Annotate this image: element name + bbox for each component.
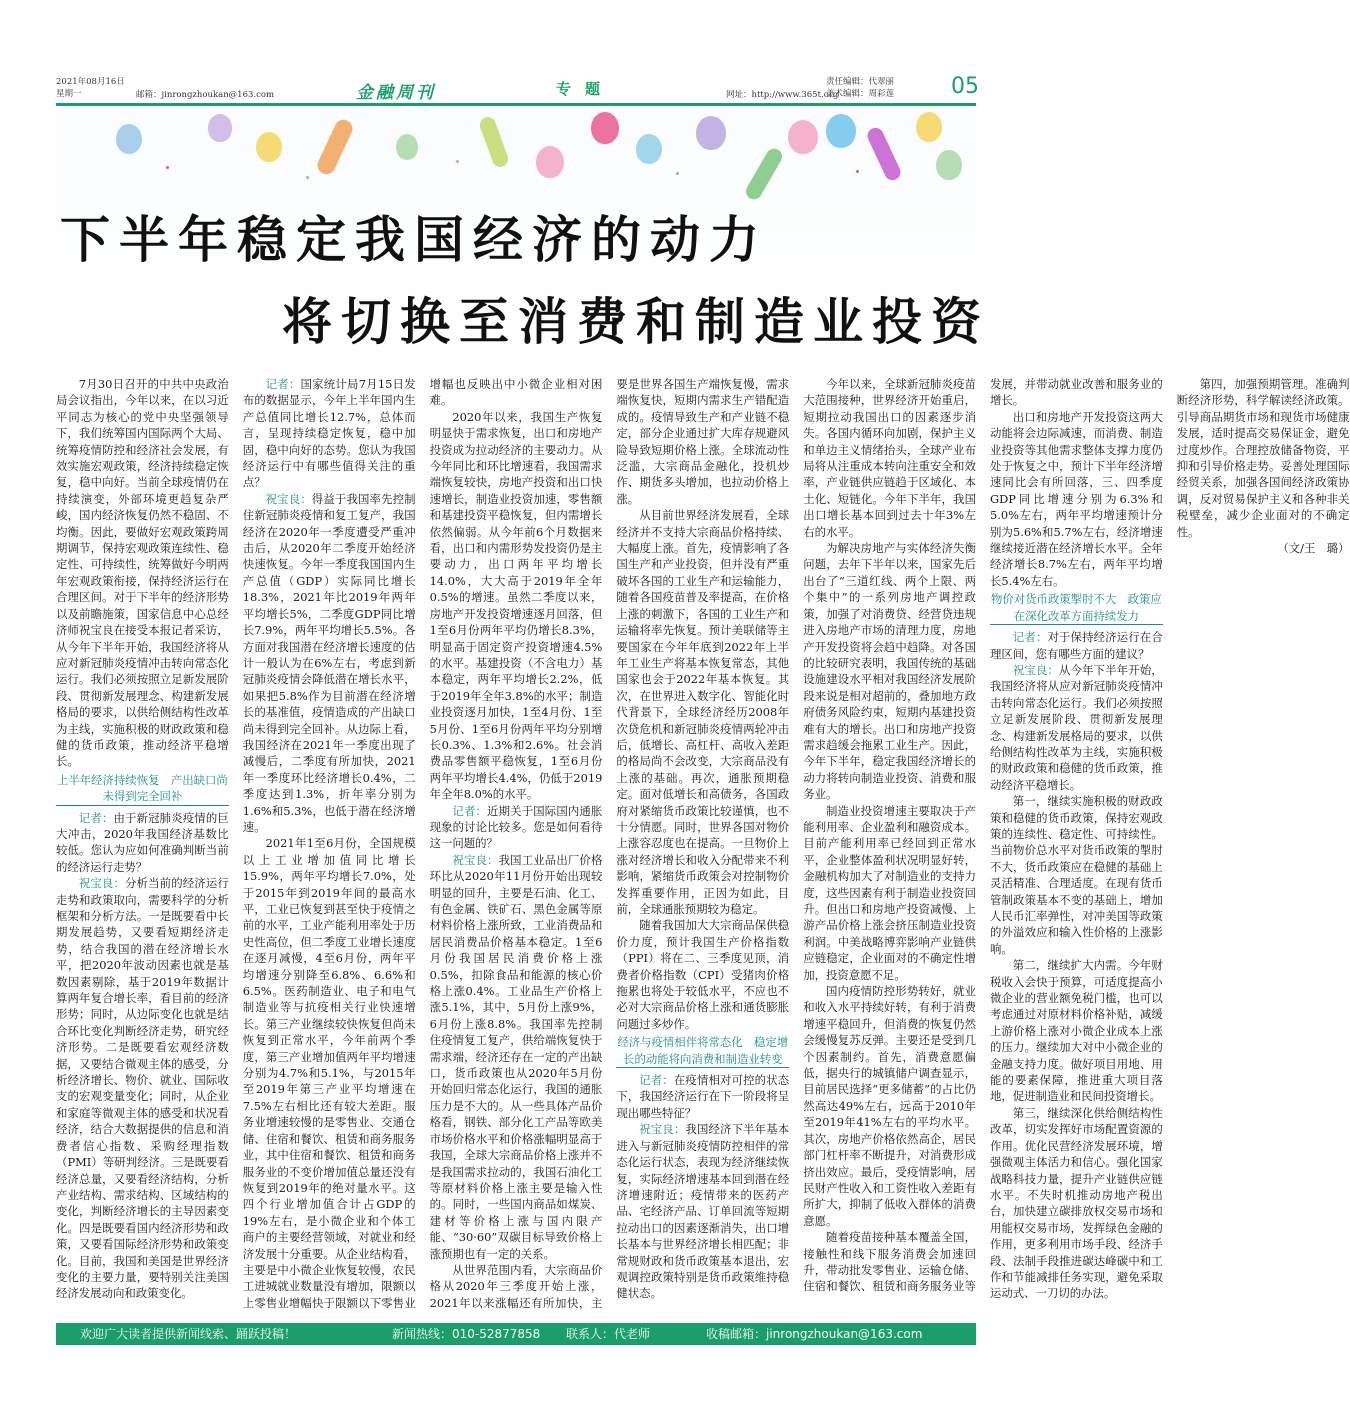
answer-text: 从今年下半年开始，我国经济将从应对新冠肺炎疫情冲击转向常态化运行。我们必须按照立足新发展阶段、贯彻新发展理念、构建新发展格局的要求，以供给侧结构性改革为主线，实施积极的财政政策和稳健的货币政策，推动经济平稳增长。	[989, 662, 1163, 792]
answer-text: 我国经济下半年基本进入与新冠肺炎疫情防控相伴的常态化运行状态，表现为经济继续恢复，实际经济增速基本回到潜在经济增速附近；疫情带来的医药产品、宅经济产品、订单回流等短期拉动出口的因素逐渐消失，出口增长基本与世界经济增长相匹配；非常规财政和货币政策基本退出，宏观调控政策特别是货币政策维持稳健状态。	[616, 1122, 790, 1301]
balloon-image	[636, 134, 662, 164]
answer-text: 得益于我国率先控制住新冠肺炎疫情和复工复产，我国经济在2020年一季度遭受严重冲击后，从2020年二季度开始经济快速恢复。今年一季度我国国内生产总值（GDP）实际同比增长18.3%，2021年比2019年两年平均增长5%，二季度GDP同比增长7.9%，两年平均增长5.5%。各方面对我国潜在经济增长速度的估计一般认为在6%左右，考虑到新冠肺炎疫情会降低潜在增长水平，如果把5.8%作为目前潜在经济增长的基准值，疫情造成的产出缺口尚未得到完全回补。从边际上看，我国经济在2021年一季度出现了减慢后，二季度有所加快，2021年一季度环比经济增长0.4%，二季度达到1.3%，折年率分别为1.6%和5.3%，也低于潜在经济增速。	[242, 491, 416, 834]
footer-contact: 联系人：代老师	[566, 1327, 651, 1341]
editor-credits	[826, 76, 894, 100]
balloon-image	[591, 112, 619, 144]
interview-question	[990, 629, 1163, 662]
footer-hotline: 新闻热线：010-52877858	[392, 1327, 541, 1341]
confetti-dot	[676, 172, 679, 175]
footer-bar	[56, 1323, 976, 1345]
balloon-image	[315, 117, 356, 177]
question-text: 对于保持经济运行在合理区间，您有哪些方面的建议？	[989, 630, 1163, 661]
headline-line-1: 下半年稳定我国经济的动力	[60, 210, 768, 269]
footer-welcome: 欢迎广大读者提供新闻线索、踊跃投稿！	[80, 1327, 297, 1341]
confetti-dot	[856, 170, 859, 173]
headline-line-2: 将切换至消费和制造业投资	[282, 292, 990, 351]
question-text: 国家统计局7月15日发布的数据显示，今年上半年国内生产总值同比增长12.7%，总体而言，呈现持续稳定恢复，稳中加固，稳中向好的态势。您认为我国经济运行中有哪些值得关注的重点？	[242, 377, 416, 490]
balloon-image	[865, 125, 903, 183]
article-paragraph: 为解决房地产与实体经济失衡问题，去年下半年以来，国家先后出台了“三道红线、两个上限、两个集中”的一系列房地产调控政策，加强了对消费贷、经营贷违规进入房地产市场的清理力度，房地产开发投资将会趋中趋降。对各国的比较研究表明，我国传统的基础设施建设水平相对我国经济发展阶段来说是相对超前的，叠加地方政府债务风险约束，短期内基建投资难有大的增长。出口和房地产投资需求趋缓会拖累工业生产。因此，今年下半年，稳定我国经济增长的动力将转向制造业投资、消费和服务业。	[803, 541, 976, 802]
interviewee-label: 祝宝良：	[1012, 662, 1059, 677]
answer-text: 分析当前的经济运行走势和政策取向，需要科学的分析框架和分析方法。一是既要看中长期发展趋势，又要看短期经济走势，结合我国的潜在经济增长水平，把2020年波动因素也就是基数因素剔除，基于2019年数据计算两年复合增长率，看目前的经济形势；同时，从边际变化也就是结合环比变化判断经济走势，研究经济形势。二是既要看宏观经济数据，又要结合微观主体的感受，分析经济增长、物价、就业、国际收支的宏观变量变化；同时，从企业和家庭等微观主体的感受和状况看经济，结合大数据提供的信息和消费者信心指数、采购经理指数（PMI）等研判经济。三是既要看经济总量，又要看经济结构，分析产业结构、需求结构、区域结构的变化，判断经济增长的主导因素变化。四是既要看国内经济形势和政策，又要看国际经济形势和政策变化。目前，我国和美国是世界经济变化的主要力量，要特别关注美国经济发展动向和政策变化。	[56, 876, 229, 1301]
balloon-image	[256, 132, 282, 162]
interviewee-label: 祝宝良：	[265, 491, 312, 506]
balloon-image	[696, 116, 726, 150]
confetti-dot	[166, 166, 169, 169]
issue-weekday: 星期一	[56, 89, 82, 99]
article-subhead: 物价对货币政策掣肘不大 政策应在深化改革方面持续发力	[990, 591, 1163, 625]
interview-answer	[56, 875, 229, 1302]
reporter-label: 记者：	[639, 1073, 674, 1088]
article-paragraph: 7月30日召开的中共中央政治局会议指出，今年以来，在以习近平同志为核心的党中央坚强领导下，我们统筹国内国际两个大局、统筹疫情防控和经济社会发展，有效实施宏观政策，经济持续稳定恢复，稳中向好。当前全球疫情仍在持续演变，外部环境更趋复杂严峻，国内经济恢复仍然不稳固、不均衡。因此，要做好宏观政策跨周期调节，保持宏观政策连续性、稳定性、可持续性，统筹做好今明两年宏观政策衔接，保持经济运行在合理区间。对于下半年的经济形势以及前瞻施策，国家信息中心总经济师祝宝良在接受本报记者采访，从今年下半年开始，我国经济将从应对新冠肺炎疫情冲击转向常态化运行。我们必须按照立足新发展阶段、贯彻新发展理念、构建新发展格局的要求，以供给侧结构性改革为主线，实施积极的财政政策和稳健的货币政策，推动经济平稳增长。	[56, 377, 229, 769]
article-paragraph: 出口和房地产开发投资这两大动能将会边际减速，而消费、制造业投资等其他需求整体支撑力度仍处于恢复之中，预计下半年经济增速同比会有所回落，三、四季度GDP同比增速分别为6.3%和5.0%左右，两年平均增速预计分别为5.6%和5.7%左右，经济增速继续接近潜在经济增长水平。全年经济增长8.7%左右，两年平均增长5.4%左右。	[989, 409, 1163, 588]
balloon-image	[396, 134, 418, 160]
interview-answer	[616, 1121, 789, 1301]
issue-date-block	[56, 76, 125, 100]
question-text: 近期关于国际国内通胀现象的讨论比较多。您是如何看待这一问题的？	[429, 803, 603, 851]
issue-date: 2021年08月16日	[56, 77, 125, 87]
interview-answer	[243, 491, 416, 836]
article-paragraph: 随着我国加大大宗商品保供稳价力度，预计我国生产价格指数（PPI）将在二、三季度见顶，消费者价格指数（CPI）受猪肉价格拖累也将处于较低水平，不应也不必对大宗商品价格上涨和通货膨胀问题过多炒作。	[616, 918, 790, 1031]
masthead-email: 邮箱：jinrongzhoukan@163.com	[136, 90, 275, 100]
article-paragraph: 第二，继续扩大内需。今年财税收入会快于预算，可适度提高小微企业的营业额免税门槛，也可以考虑通过对原材料价格补贴，减缓上游价格上涨对小微企业成本上涨的压力。继续加大对中小微企业的金融支持力度。做好项目用地、用能的要素保障，推进重大项目落地，促进制造业和民间投资增长。	[989, 958, 1163, 1104]
article-paragraph: 从目前世界经济发展看，全球经济并不支持大宗商品价格持续、大幅度上涨。首先，疫情影响了各国生产和产业投资，但并没有严重破坏各国的工业生产和运输能力，随着各国疫苗普及率提高，在价格上涨的刺激下，各国的工业生产和运输将率先恢复。预计美联储等主要国家在今年年底到2022年上半年工业生产将基本恢复常态，其他国家也会于2022年基本恢复。其次，在世界进入数字化、智能化时代背景下，全球经济经历2008年次贷危机和新冠肺炎疫情两轮冲击后，低增长、高杠杆、高收入差距的格局尚不会改变，大宗商品没有上涨的基础。再次，通胀预期稳定。面对低增长和高债务，各国政府对紧缩货币政策比较谨慎，也不十分情愿。同时，世界各国对物价上涨容忍度也在提高。一旦物价上涨对经济增长和收入分配带来不利影响，紧缩货币政策会对控制物价发挥重要作用，正因为如此，目前，全球通胀预期较为稳定。	[616, 508, 790, 916]
balloon-image	[536, 146, 564, 178]
article-paragraph: 国内疫情防控形势转好，就业和收入水平持续好转，有利于消费增速平稳回升，但消费的恢复仍然会缓慢复苏反弹。主要还是受到几个因素制约。首先，消费意愿偏低，据央行的城镇储户调查显示，目前居民选择“更多储蓄”的占比仍然高达49%左右，远高于2010年至2019年41%左右的平均水平。其次，房地产价格依然高企，居民部门杠杆率不断提升，对消费形成挤出效应。最后，受疫情影响，居民财产性收入和工资性收入差距有所扩大，抑制了低收入群体的消费意愿。	[803, 984, 976, 1228]
interview-question	[56, 810, 229, 876]
balloon-image	[916, 112, 942, 142]
article-paragraph: 第一，继续实施积极的财政政策和稳健的货币政策，保持宏观政策的连续性、稳定性、可持续性。当前物价总水平对货币政策的掣肘不大，货币政策应在稳健的基础上灵活精准、合理适度。在现有货币管制政策基本不变的基础上，增加人民币汇率弹性，对冲美国等政策的外溢效应和输入性价格的上涨影响。	[989, 794, 1163, 956]
balloon-image	[936, 150, 962, 180]
reporter-label: 记者：	[452, 803, 488, 818]
article-paragraph: 随着疫苗接种基本覆盖全国，接触性和线下服务消费会加速回升，带动批发零售业、运输仓储、住宿和餐饮、租赁和商务服务业等发展，并带动就业改善和服务业的增长。	[803, 377, 1163, 1294]
article-paragraph: 从世界范围内看，大宗商品价格从2020年三季度开始上涨，2021年以来涨幅还有所加快，主要是世界各国生产端恢复慢，需求端恢复快，短期内需求生产错配造成的。疫情导致生产和产业链不稳定，部分企业通过扩大库存规避风险导致短期价格上涨。全球流动性泛滥，大宗商品金融化，投机炒作、期货多头增加，也拉动价格上涨。	[429, 377, 790, 1310]
interview-answer	[430, 852, 603, 1262]
interviewee-label: 祝宝良：	[452, 852, 499, 867]
question-text: 在疫情相对可控的状态下，我国经济运行在下一阶段将呈现出哪些特征？	[616, 1073, 790, 1120]
article-paragraph: 第四，加强预期管理。准确判断经济形势，科学解读经济政策。引导商品期货市场和现货市场健康发展，适时提高交易保证金，避免过度炒作。合理控放储备物资，平抑和引导价格走势。妥善处理国际经贸关系，加强各国间经济政策协调，反对贸易保护主义和各种非关税壁垒，减少企业面对的不确定性。	[1176, 377, 1350, 539]
article-paragraph: 2021年1至6月份，全国规模以上工业增加值同比增长15.9%，两年平均增长7.0%，处于2015年到2019年间的最高水平，工业已恢复到甚至快于疫情之前的水平，工业产能利用率处于历史性高位，但二季度工业增长速度在逐月减慢，4至6月份，两年平均增速分别降至6.8%、6.6%和6.5%。医药制造业、电子和电气制造业等与抗疫相关行业快速增长。第三产业继续较快恢复但尚未恢复到正常水平，今年前两个季度，第三产业增加值两年平均增速分别为4.7%和5.1%，与2015年至2019年第三产业平均增速在7.5%左右相比还有较大差距。服务业增速较慢的是零售业、交通仓储、住宿和餐饮、租赁和商务服务业，其中住宿和餐饮、租赁和商务服务业的不变价增加值总量还没有恢复到2019年的绝对量水平。这四个行业增加值合计占GDP的19%左右，是小微企业和个体工商户的主要经营领域，对就业和经济发展十分重要。从企业结构看，主要是中小微企业恢复较慢，农民工进城就业数量没有增加，限额以上零售业增幅快于限额以下零售业增幅也反映出中小微企业相对困难。	[242, 377, 603, 1310]
interview-question	[616, 1072, 789, 1121]
balloon-image	[788, 120, 818, 154]
masthead-website: 网址：http://www.365t.org	[726, 90, 839, 100]
interview-question	[243, 376, 416, 491]
interviewee-label: 祝宝良：	[639, 1122, 686, 1137]
newspaper-brand: 金融周刊	[356, 83, 436, 103]
reporter-label: 记者：	[1012, 630, 1048, 645]
article-paragraph: 今年以来，全球新冠肺炎疫苗大范围接种，世界经济开始重启，短期拉动我国出口的因素逐步消失。各国内循环向加剧，保护主义和单边主义情绪抬头，全球产业布局将从注重成本转向注重安全和效率，产业链供应链趋于区域化、本土化、短链化。今年下半年，我国出口增长基本回到过去十年3%左右的水平。	[803, 377, 976, 539]
article-paragraph: 第三，继续深化供给侧结构性改革，切实发挥好市场配置资源的作用。优化民营经济发展环境，增强微观主体活力和信心。强化国家战略科技力量，提升产业链供应链水平。不失时机推动房地产税出台，加快建立碳排放权交易市场和用能权交易市场，发挥绿色金融的作用，更多利用市场手段、经济手段、法制手段推进碳达峰碳中和工作和节能减排任务实现，避免采取运动式、一刀切的办法。	[989, 1105, 1163, 1301]
balloon-image	[208, 114, 232, 142]
responsible-editor: 责任编辑：代翠丽	[826, 77, 895, 87]
reporter-label: 记者：	[78, 810, 114, 825]
balloon-image	[826, 114, 856, 148]
balloon-image	[743, 146, 785, 202]
author-signature: （文/王 璐）	[1277, 541, 1350, 556]
question-text: 由于新冠肺炎疫情的巨大冲击，2020年我国经济基数比较低。您认为应如何准确判断当前的经济运行走势？	[56, 810, 229, 874]
article-paragraph: 制造业投资增速主要取决于产能利用率、企业盈利和融资成本。目前产能利用率已经回到正常水平，企业整体盈利状况明显好转，金融机构加大了对制造业的支持力度，这些因素有利于制造业投资回升。但出口和房地产投资减慢、上游产品价格上涨会挤压制造业投资利润。中美战略博弈影响产业链供应链稳定，企业面对的不确定性增加，投资意愿不足。	[803, 803, 976, 982]
interview-question	[430, 803, 603, 852]
footer-submission-email: 收稿邮箱：jinrongzhoukan@163.com	[706, 1327, 923, 1341]
section-title: 专题	[556, 80, 615, 98]
page-number: 05	[951, 74, 979, 99]
confetti-dot	[306, 176, 309, 179]
balloon-image	[478, 115, 511, 169]
interviewee-label: 祝宝良：	[78, 876, 125, 891]
article-paragraph: 2020年以来，我国生产恢复明显快于需求恢复，出口和房地产投资成为拉动经济的主要动力。从今年同比和环比增速看，我国需求端恢复较快，房地产投资和出口快速增长，制造业投资加速，零售额和基建投资平稳恢复，但内需增长依然偏弱。从今年前6个月数据来看，出口和内需形势发投资仍是主要动力，出口两年平均增长14.0%，大大高于2019年全年0.5%的增速。虽然二季度以来，房地产开发投资增速逐月回落，但1至6月份两年平均仍增长8.3%，明显高于固定资产投资增速4.5%的水平。基建投资（不含电力）基本稳定，两年平均增长2.2%，低于2019年全年3.8%的水平；制造业投资逐月加快，1至4月份、1至5月份、1至6月份两年平均分别增长0.3%、1.3%和2.6%。社会消费品零售额平稳恢复，1至6月份两年平均增长4.4%，仍低于2019年全年8.0%的水平。	[429, 409, 603, 802]
article-subhead: 上半年经济持续恢复 产出缺口尚未得到完全回补	[56, 772, 229, 806]
article-body	[56, 376, 1350, 1316]
art-editor: 美术编辑：周彩莲	[826, 89, 895, 99]
confetti-dot	[456, 160, 459, 163]
answer-text: 我国工业品出厂价格环比从2020年11月份开始出现较明显的回升，主要是石油、化工、有色金属、铁矿石、黑色金属等原材料价格上涨所致，工业消费品和居民消费品价格基本稳定。1至6月份我国居民消费价格上涨0.5%，扣除食品和能源的核心价格上涨0.4%。工业品生产价格上涨5.1%，其中，5月份上涨9%，6月份上涨8.8%。我国率先控制住疫情复工复产，供给端恢复快于需求端，经济还存在一定的产出缺口，货币政策也从2020年5月份开始回归常态化运行，我国的通胀压力是不大的。从一些具体产品价格看，钢铁、部分化工产品等欧美市场价格水平和价格涨幅明显高于我国，全球大宗商品价格上涨并不是我国需求拉动的，我国石油化工等原材料价格上涨主要是输入性的。同时，一些国内商品如煤炭、建材等价格上涨与国内限产能、“30·60”双碳目标导致价格上涨预期也有一定的关系。	[429, 852, 603, 1261]
interview-answer	[990, 662, 1163, 793]
reporter-label: 记者：	[265, 377, 301, 391]
article-subhead: 经济与疫情相伴将常态化 稳定增长的动能将向消费和制造业转变	[616, 1034, 789, 1068]
balloon-image	[116, 124, 142, 154]
